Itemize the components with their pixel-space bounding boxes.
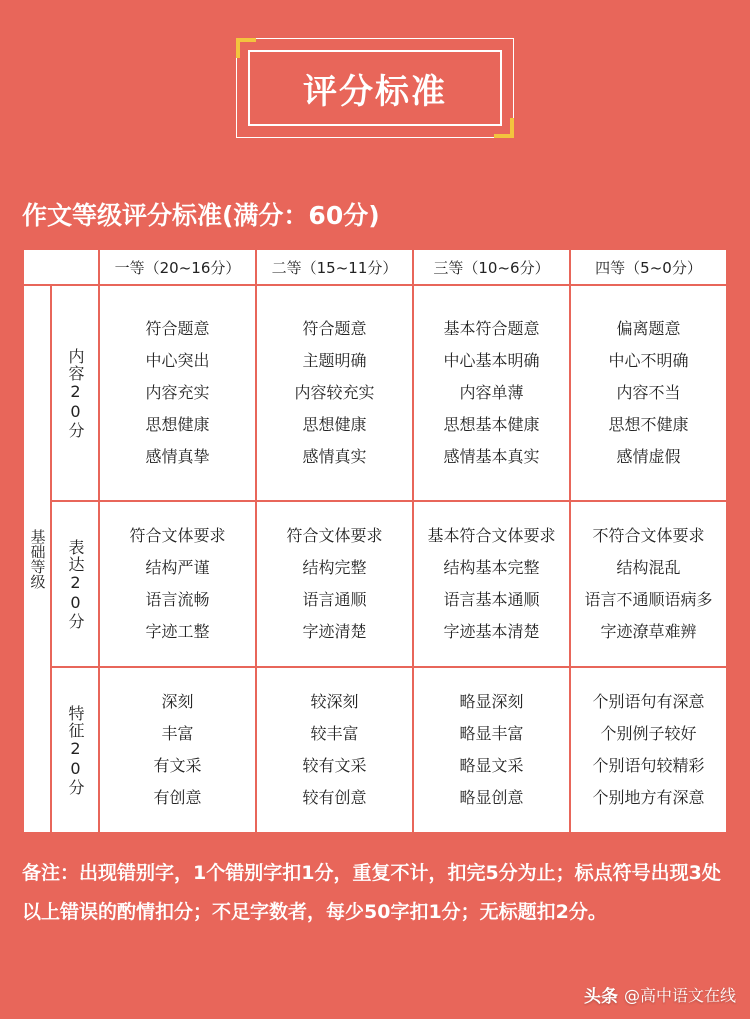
criterion-text: 内容充实 [145,383,210,402]
criterion-text: 感情真实 [302,447,367,466]
criterion-text: 感情基本真实 [443,447,540,466]
criterion-text: 个别语句有深意 [592,692,705,711]
criterion-text: 感情虚假 [616,447,681,466]
remark-text: 备注：出现错别字，1个错别字扣1分，重复不计，扣完5分为止；标点符号出现3处以上错误的酌情扣分；不足字数者，每少50字扣1分；无标题扣2分。 [22,862,721,923]
grade-cell [413,667,570,833]
criterion-text: 思想健康 [302,415,367,434]
row-label-feature: 特征20分 [66,704,85,796]
criterion-text: 感情真挚 [145,447,210,466]
criterion-text: 思想不健康 [608,415,689,434]
grade-cell [99,667,256,833]
table-header-row [23,249,727,285]
criterion-text: 深刻 [161,692,194,711]
criterion-text: 字迹潦草难辨 [600,622,697,641]
header-cell-grade-3: 三等（10~6分） [413,249,570,285]
side-label-cell [23,285,51,833]
criterion-text: 偏离题意 [616,319,681,338]
criterion-text: 语言通顺 [302,590,367,609]
grade-cell [413,285,570,501]
criterion-text: 内容较充实 [294,383,375,402]
criterion-text: 基本符合题意 [443,319,540,338]
criterion-text: 内容单薄 [459,383,524,402]
header-cell-grade-4: 四等（5~0分） [570,249,727,285]
table-row-content [23,285,727,501]
criterion-text: 不符合文体要求 [592,526,705,545]
criterion-text: 个别例子较好 [600,724,697,743]
criterion-text: 语言流畅 [145,590,210,609]
criterion-text: 字迹工整 [145,622,210,641]
criterion-text: 有创意 [153,788,202,807]
criterion-text: 个别地方有深意 [592,788,705,807]
criterion-text: 符合题意 [145,319,210,338]
scoring-table [22,248,728,834]
grade-cell [570,285,727,501]
watermark-app-name: 头条 [583,987,618,1007]
criterion-text: 较有文采 [302,756,367,775]
criterion-text: 较深刻 [310,692,359,711]
row-label-cell [51,501,99,667]
grade-cell [256,667,413,833]
header-cell-grade-1: 一等（20~16分） [99,249,256,285]
criterion-text: 结构混乱 [616,558,681,577]
criterion-text: 略显创意 [459,788,524,807]
grade-cell [570,667,727,833]
page-title: 评分标准 [248,50,502,126]
criterion-text: 结构基本完整 [443,558,540,577]
row-label-expression: 表达20分 [66,538,85,630]
row-label-cell [51,667,99,833]
criterion-text: 符合文体要求 [286,526,383,545]
side-label: 基础等级 [28,529,47,589]
watermark [584,982,736,1007]
row-label-cell [51,285,99,501]
criterion-text: 有文采 [153,756,202,775]
criterion-text: 中心突出 [145,351,210,370]
grade-cell [413,501,570,667]
criterion-text: 符合文体要求 [129,526,226,545]
watermark-account: @高中语文在线 [623,986,736,1005]
criterion-text: 符合题意 [302,319,367,338]
criterion-text: 个别语句较精彩 [592,756,705,775]
criterion-text: 语言基本通顺 [443,590,540,609]
criterion-text: 字迹清楚 [302,622,367,641]
table-row-feature [23,667,727,833]
grade-cell [99,501,256,667]
criterion-text: 结构严谨 [145,558,210,577]
criterion-text: 主题明确 [302,351,367,370]
criterion-text: 较有创意 [302,788,367,807]
criterion-text: 略显文采 [459,756,524,775]
row-label-content: 内容20分 [66,347,85,439]
criterion-text: 思想基本健康 [443,415,540,434]
criterion-text: 思想健康 [145,415,210,434]
grade-cell [570,501,727,667]
criterion-text: 较丰富 [310,724,359,743]
page-subtitle: 作文等级评分标准(满分：60分) [22,201,380,230]
criterion-text: 略显丰富 [459,724,524,743]
table-corner-cell [23,249,99,285]
grade-cell [256,501,413,667]
criterion-text: 字迹基本清楚 [443,622,540,641]
criterion-text: 中心基本明确 [443,351,540,370]
criterion-text: 丰富 [161,724,194,743]
grade-cell [99,285,256,501]
criterion-text: 基本符合文体要求 [427,526,556,545]
header-cell-grade-2: 二等（15~11分） [256,249,413,285]
criterion-text: 结构完整 [302,558,367,577]
criterion-text: 略显深刻 [459,692,524,711]
criterion-text: 内容不当 [616,383,681,402]
grade-cell [256,285,413,501]
table-row-expression [23,501,727,667]
criterion-text: 语言不通顺语病多 [584,590,713,609]
criterion-text: 中心不明确 [608,351,689,370]
